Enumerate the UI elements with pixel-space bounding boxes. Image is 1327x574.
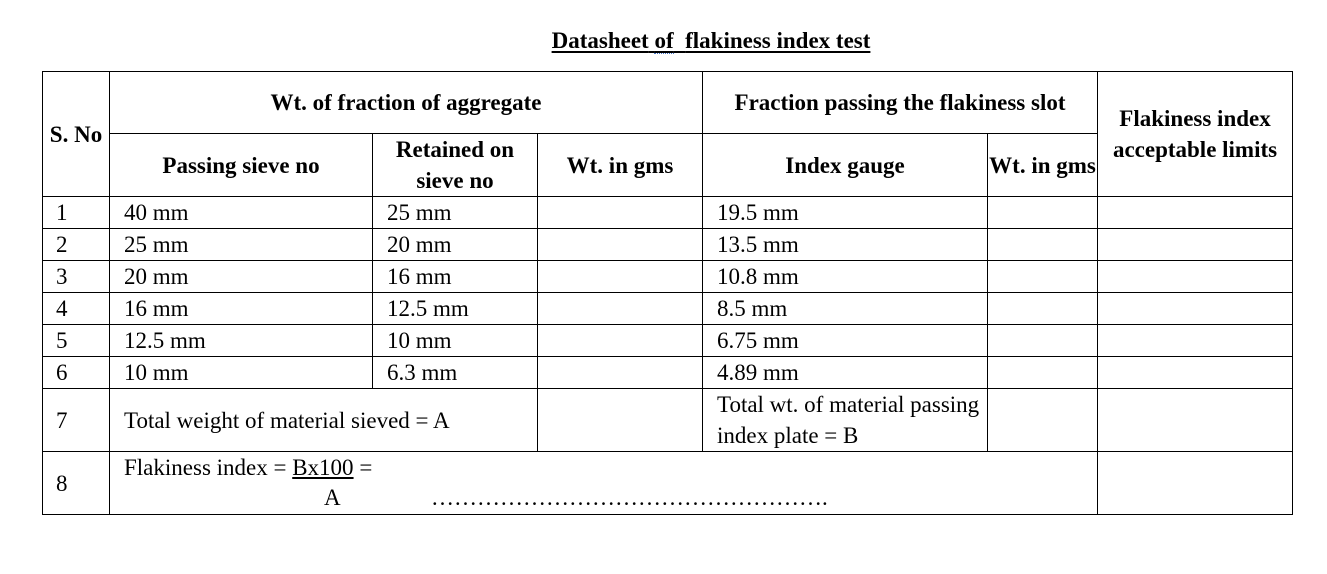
row-passing-sieve: 25 mm xyxy=(110,229,373,261)
row-index-gauge: 6.75 mm xyxy=(703,325,988,357)
table-row xyxy=(43,357,1293,389)
table-row xyxy=(43,229,1293,261)
header-wt-gms-2: Wt. in gms xyxy=(988,134,1098,197)
row-wt-passing-input[interactable] xyxy=(988,293,1098,325)
total-weight-sieved-input[interactable] xyxy=(538,389,703,452)
row-passing-sieve: 20 mm xyxy=(110,261,373,293)
formula-label: Flakiness index = xyxy=(124,455,293,480)
row-limits-input[interactable] xyxy=(1098,293,1293,325)
document-title xyxy=(0,26,1327,56)
formula-equals: = xyxy=(353,455,373,480)
row-wt-passing-input[interactable] xyxy=(988,325,1098,357)
row-limits-input[interactable] xyxy=(1098,261,1293,293)
row-wt-passing-input[interactable] xyxy=(988,229,1098,261)
title-suffix: flakiness index test xyxy=(685,28,871,53)
header-wt-fraction: Wt. of fraction of aggregate xyxy=(110,72,703,134)
row-wt-passing-input[interactable] xyxy=(988,357,1098,389)
formula-numerator: Bx100 xyxy=(292,455,354,480)
row-sno: 3 xyxy=(43,261,110,293)
row-retained-sieve: 6.3 mm xyxy=(373,357,538,389)
row-sno: 5 xyxy=(43,325,110,357)
row-retained-sieve: 10 mm xyxy=(373,325,538,357)
row-sno: 1 xyxy=(43,197,110,229)
table-row xyxy=(43,261,1293,293)
total-weight-sieved-label: Total weight of material sieved = A xyxy=(110,389,538,452)
row-index-gauge: 13.5 mm xyxy=(703,229,988,261)
header-index-gauge: Index gauge xyxy=(703,134,988,197)
row-retained-sieve: 25 mm xyxy=(373,197,538,229)
row-sno: 4 xyxy=(43,293,110,325)
flakiness-datasheet-table xyxy=(42,71,1293,515)
table-row xyxy=(43,293,1293,325)
total-limits-input[interactable] xyxy=(1098,389,1293,452)
title-prefix: Datasheet xyxy=(551,28,649,53)
row-wt-gms-input[interactable] xyxy=(538,325,703,357)
title-of: of xyxy=(654,28,674,53)
formula-row-sno: 8 xyxy=(43,452,110,515)
total-weight-passing-label: Total wt. of material passing index plate = B xyxy=(703,389,988,452)
row-wt-gms-input[interactable] xyxy=(538,261,703,293)
row-index-gauge: 10.8 mm xyxy=(703,261,988,293)
total-row-sno: 7 xyxy=(43,389,110,452)
row-limits-input[interactable] xyxy=(1098,197,1293,229)
header-sno: S. No xyxy=(43,72,110,197)
row-retained-sieve: 12.5 mm xyxy=(373,293,538,325)
formula-row xyxy=(43,452,1293,515)
row-limits-input[interactable] xyxy=(1098,325,1293,357)
row-wt-gms-input[interactable] xyxy=(538,357,703,389)
row-retained-sieve: 20 mm xyxy=(373,229,538,261)
row-passing-sieve: 40 mm xyxy=(110,197,373,229)
row-retained-sieve: 16 mm xyxy=(373,261,538,293)
header-fraction-passing: Fraction passing the flakiness slot xyxy=(703,72,1098,134)
formula-limits-input[interactable] xyxy=(1098,452,1293,515)
row-passing-sieve: 12.5 mm xyxy=(110,325,373,357)
total-weight-passing-input[interactable] xyxy=(988,389,1098,452)
row-wt-gms-input[interactable] xyxy=(538,229,703,261)
header-retained-sieve: Retained on sieve no xyxy=(373,134,538,197)
row-wt-gms-input[interactable] xyxy=(538,293,703,325)
header-flakiness-limits: Flakiness index acceptable limits xyxy=(1098,72,1293,197)
row-passing-sieve: 16 mm xyxy=(110,293,373,325)
formula-denominator: A xyxy=(324,485,341,510)
row-wt-gms-input[interactable] xyxy=(538,197,703,229)
row-sno: 2 xyxy=(43,229,110,261)
row-passing-sieve: 10 mm xyxy=(110,357,373,389)
row-index-gauge: 19.5 mm xyxy=(703,197,988,229)
total-row xyxy=(43,389,1293,452)
row-sno: 6 xyxy=(43,357,110,389)
row-index-gauge: 4.89 mm xyxy=(703,357,988,389)
table-row xyxy=(43,197,1293,229)
row-index-gauge: 8.5 mm xyxy=(703,293,988,325)
table-row xyxy=(43,325,1293,357)
formula-result-dots[interactable]: ……………………………………………. xyxy=(431,485,828,510)
row-wt-passing-input[interactable] xyxy=(988,197,1098,229)
row-limits-input[interactable] xyxy=(1098,229,1293,261)
header-wt-gms: Wt. in gms xyxy=(538,134,703,197)
row-limits-input[interactable] xyxy=(1098,357,1293,389)
header-passing-sieve: Passing sieve no xyxy=(110,134,373,197)
flakiness-formula xyxy=(110,452,1098,515)
row-wt-passing-input[interactable] xyxy=(988,261,1098,293)
